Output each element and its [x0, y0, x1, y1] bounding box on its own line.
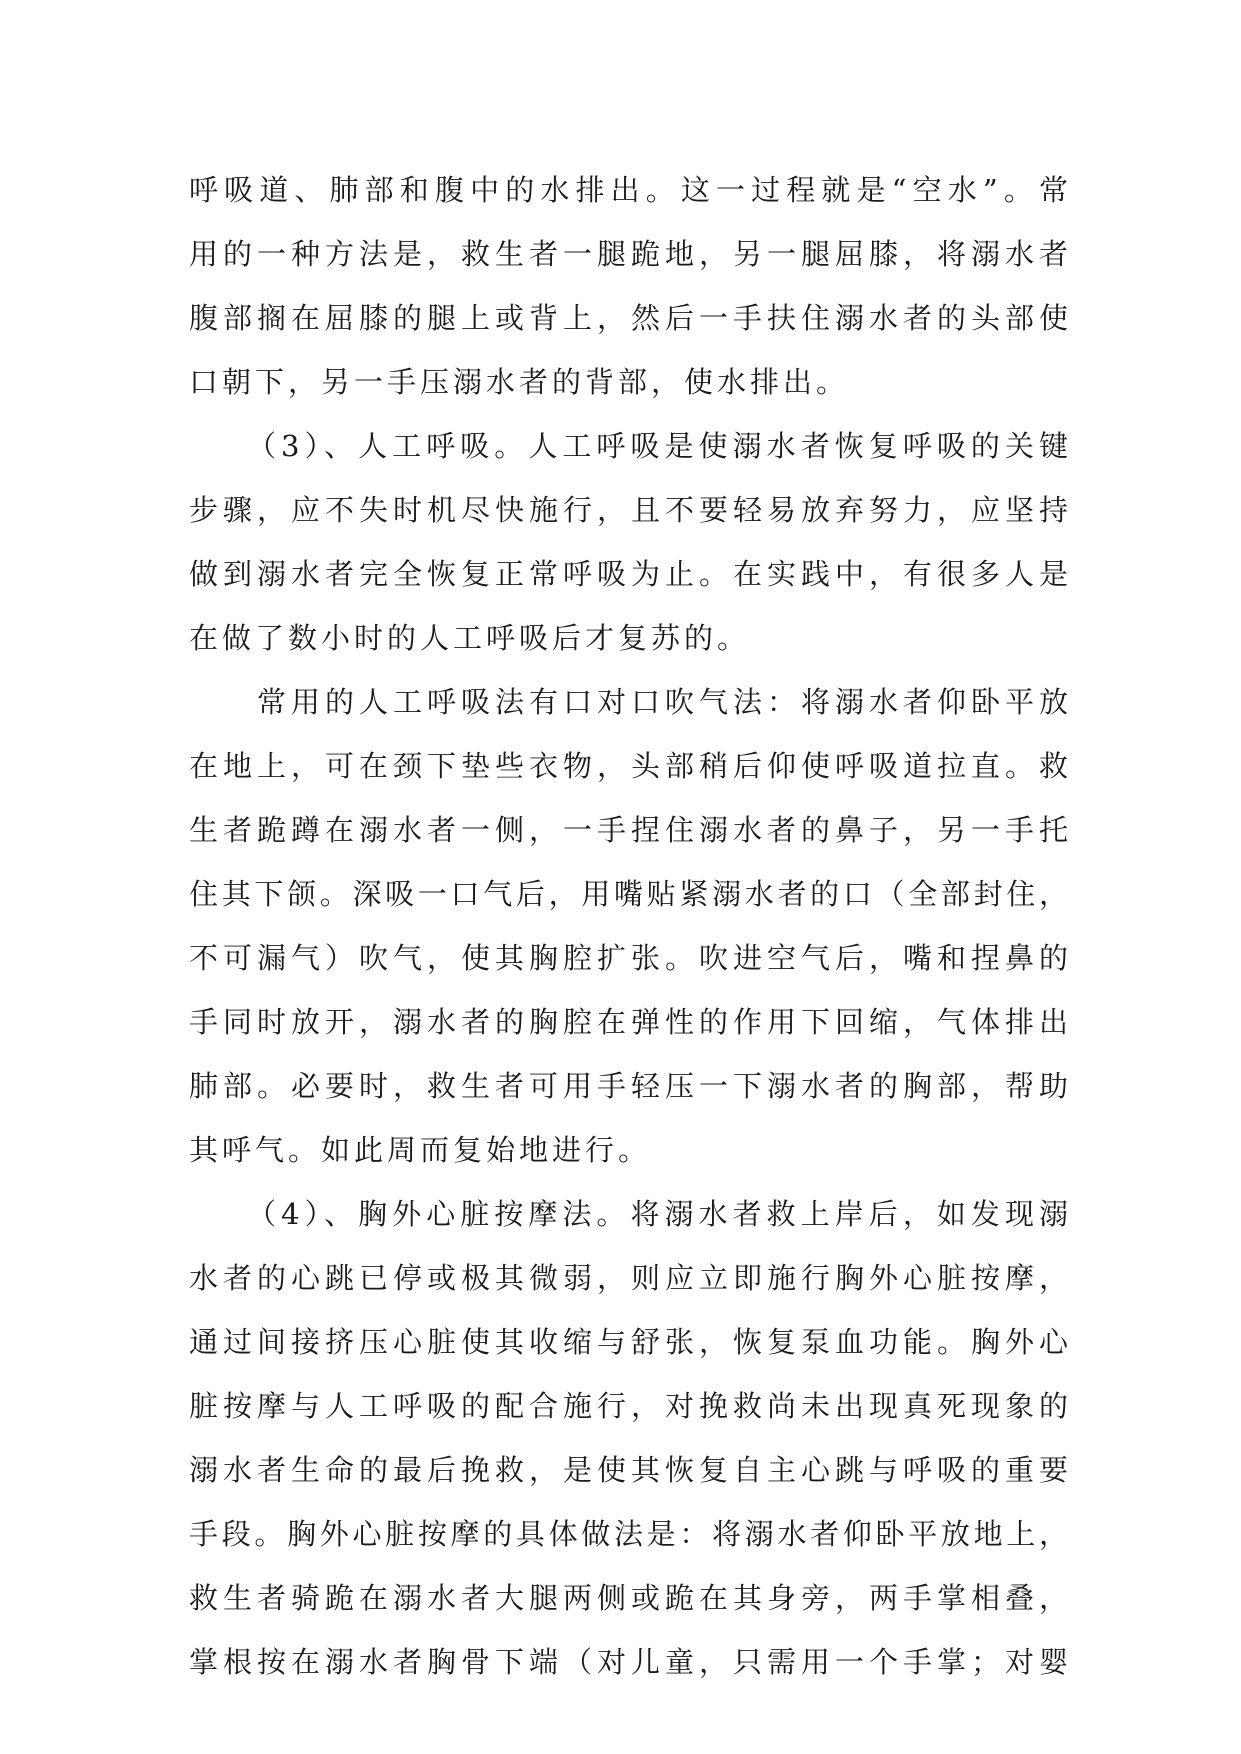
section-heading-line: （4）、胸外心脏按摩法。将溺水者救上岸后，如发现溺: [247, 1197, 1069, 1231]
text-line: 溺水者生命的最后挽救，是使其恢复自主心跳与呼吸的重要: [189, 1453, 1069, 1487]
text-line: 其呼气。如此周而复始地进行。: [189, 1133, 652, 1167]
text-line: 呼吸道、肺部和腹中的水排出。这一过程就是“空水”。常: [189, 173, 1069, 207]
body-text: [189, 158, 1069, 1694]
text-line: 用的一种方法是，救生者一腿跪地，另一腿屈膝，将溺水者: [189, 237, 1069, 271]
text-line: 腹部搁在屈膝的腿上或背上，然后一手扶住溺水者的头部使: [189, 301, 1069, 335]
text-line: 生者跪蹲在溺水者一侧，一手捏住溺水者的鼻子，另一手托: [189, 813, 1069, 847]
text-line: 掌根按在溺水者胸骨下端（对儿童，只需用一个手掌；对婴: [189, 1645, 1069, 1679]
text-line: 手段。胸外心脏按摩的具体做法是：将溺水者仰卧平放地上，: [189, 1517, 1069, 1551]
text-line: 通过间接挤压心脏使其收缩与舒张，恢复泵血功能。胸外心: [189, 1325, 1069, 1359]
text-line: 口朝下，另一手压溺水者的背部，使水排出。: [189, 365, 850, 399]
text-line: 救生者骑跪在溺水者大腿两侧或跪在其身旁，两手掌相叠，: [189, 1581, 1069, 1615]
text-line: 在做了数小时的人工呼吸后才复苏的。: [189, 621, 751, 655]
text-line: 水者的心跳已停或极其微弱，则应立即施行胸外心脏按摩，: [189, 1261, 1069, 1295]
text-line: 步骤，应不失时机尽快施行，且不要轻易放弃努力，应坚持: [189, 493, 1069, 527]
text-line: 在地上，可在颈下垫些衣物，头部稍后仰使呼吸道拉直。救: [189, 749, 1069, 783]
text-line: 不可漏气）吹气，使其胸腔扩张。吹进空气后，嘴和捏鼻的: [189, 941, 1069, 975]
text-line: 做到溺水者完全恢复正常呼吸为止。在实践中，有很多人是: [189, 557, 1069, 591]
text-line: 脏按摩与人工呼吸的配合施行，对挽救尚未出现真死现象的: [189, 1389, 1069, 1423]
text-line: 肺部。必要时，救生者可用手轻压一下溺水者的胸部，帮助: [189, 1069, 1069, 1103]
text-line: 住其下颌。深吸一口气后，用嘴贴紧溺水者的口（全部封住，: [189, 877, 1069, 911]
text-line: 手同时放开，溺水者的胸腔在弹性的作用下回缩，气体排出: [189, 1005, 1069, 1039]
section-heading-line: （3）、人工呼吸。人工呼吸是使溺水者恢复呼吸的关键: [247, 429, 1069, 463]
paragraph-first-line: 常用的人工呼吸法有口对口吹气法：将溺水者仰卧平放: [257, 685, 1069, 719]
